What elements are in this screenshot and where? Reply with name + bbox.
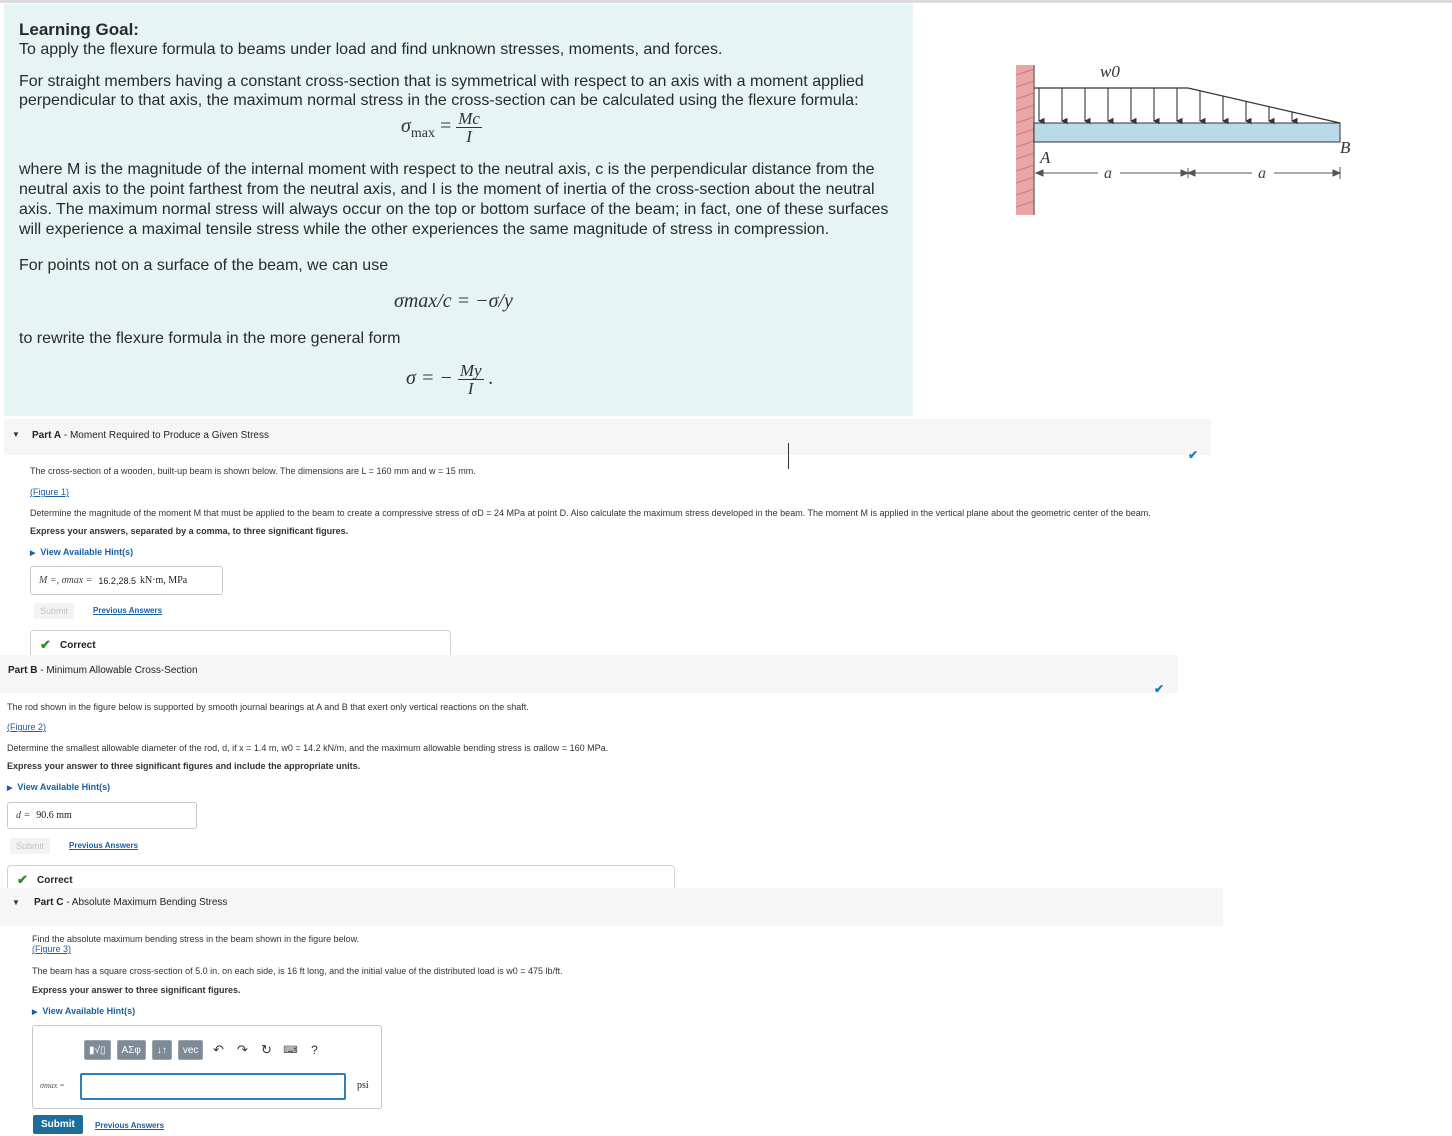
eq3-end: .: [488, 367, 494, 390]
collapse-triangle-icon[interactable]: ▼: [12, 430, 20, 439]
part-b-complete-check-icon: ✔: [1154, 682, 1165, 696]
part-b-previous-answers-link[interactable]: Previous Answers: [69, 841, 139, 850]
stress-ratio-equation: σmax/c = −σ/y: [394, 290, 513, 312]
eq1-fraction: [456, 110, 482, 145]
paragraph-2-line-4: will experience a maximal tensile stress while the other experiences the same magnitude of stress in compression.: [19, 221, 830, 238]
part-c-hint-toggle[interactable]: ▶ View Available Hint(s): [32, 1006, 135, 1016]
arrows-button[interactable]: ↓↑: [152, 1040, 172, 1060]
part-b-answer-value: 90.6 mm: [36, 810, 72, 821]
load-arrows: [1039, 88, 1292, 121]
part-c-units: psi: [357, 1080, 369, 1091]
reset-icon[interactable]: ↻: [260, 1042, 272, 1057]
part-c-answer-label: σmax =: [40, 1081, 65, 1090]
part-a-instruction: Express your answers, separated by a comma, to three significant figures.: [30, 526, 349, 536]
part-a-previous-answers-link[interactable]: Previous Answers: [93, 606, 163, 615]
paragraph-2-line-1: where M is the magnitude of the internal moment with respect to the neutral axis, c is the perpendicular distance from the: [19, 161, 875, 178]
part-a-answer-label: M =, σmax =: [39, 575, 93, 586]
undo-icon[interactable]: ↶: [212, 1042, 224, 1057]
part-a-answer-box[interactable]: [30, 566, 223, 595]
part-c-previous-answers-link[interactable]: Previous Answers: [95, 1121, 165, 1130]
figure-3-link[interactable]: (Figure 3): [32, 944, 72, 954]
correct-check-icon: ✔: [17, 872, 28, 887]
learning-goal-panel: [4, 4, 913, 416]
load-label: w0: [1100, 62, 1120, 81]
part-b-title[interactable]: Part B - Minimum Allowable Cross-Section: [8, 665, 198, 676]
part-b-hint-toggle[interactable]: ▶ View Available Hint(s): [7, 782, 110, 792]
paragraph-1-line-1: For straight members having a constant cross-section that is symmetrical with respect to an axis with a moment applied: [19, 73, 864, 90]
beam-figure: [1010, 55, 1370, 220]
dimension-right-label: a: [1258, 165, 1266, 182]
general-flexure-formula: [406, 362, 494, 397]
greek-symbols-button[interactable]: ΑΣφ: [117, 1040, 146, 1060]
part-c-title[interactable]: Part C - Absolute Maximum Bending Stress: [34, 897, 228, 908]
part-b-statement: The rod shown in the figure below is supported by smooth journal bearings at A and B that exert only vertical reactions on the shaft.: [7, 702, 529, 712]
part-c-answer-input[interactable]: [80, 1073, 346, 1100]
redo-icon[interactable]: ↷: [236, 1042, 248, 1057]
part-a-title[interactable]: Part A - Moment Required to Produce a Given Stress: [32, 430, 269, 441]
eq1-denominator: I: [466, 127, 472, 146]
vector-button[interactable]: vec: [178, 1040, 204, 1060]
part-c-submit-button[interactable]: Submit: [33, 1115, 83, 1134]
part-a-feedback-text: Correct: [60, 640, 96, 651]
part-c-answer-panel: [32, 1025, 382, 1109]
dimension-left-label: a: [1104, 165, 1112, 182]
part-a-answer-units: kN·m, MPa: [139, 575, 188, 586]
part-a-statement: The cross-section of a wooden, built-up beam is shown below. The dimensions are L = 160 mm and w = 15 mm.: [30, 466, 476, 476]
math-toolbar: [84, 1040, 323, 1060]
flexure-formula: $\sigma_{max}$ = $\frac{Mc}{I}$: [401, 109, 480, 146]
distributed-load-outline: [1034, 88, 1340, 123]
part-a-question: Determine the magnitude of the moment M that must be applied to the beam to create a compressive stress of σD = 24 MPa at point D. Also calculate the maximum stress developed in the beam. The moment M is applied in the vertical plane about the geometric center of the beam.: [30, 508, 1151, 518]
help-button[interactable]: ?: [311, 1043, 318, 1057]
eq3-fraction: [458, 362, 484, 397]
eq3-lhs: σ = −: [406, 367, 453, 390]
eq1-lhs: σ: [401, 115, 411, 138]
learning-goal-intro: To apply the flexure formula to beams under load and find unknown stresses, moments, and forces.: [19, 41, 723, 58]
figure-1-link[interactable]: (Figure 1): [30, 487, 70, 497]
part-c-statement: Find the absolute maximum bending stress in the beam shown in the figure below.: [32, 934, 360, 944]
part-a-complete-check-icon: ✔: [1188, 448, 1199, 462]
beam-body: [1034, 123, 1340, 142]
part-b-answer-box[interactable]: [7, 802, 197, 829]
collapse-triangle-icon[interactable]: ▼: [12, 898, 20, 907]
paragraph-2-line-3: axis. The maximum normal stress will always occur on the top or bottom surface of the beam; in fact, one of these surfaces: [19, 201, 889, 218]
paragraph-4: to rewrite the flexure formula in the more general form: [19, 330, 401, 347]
eq3-denominator: I: [467, 379, 474, 398]
eq3-numerator: My: [459, 361, 482, 380]
part-b-feedback: [7, 865, 675, 889]
paragraph-1-line-2: perpendicular to that axis, the maximum normal stress in the cross-section can be calculated using the flexure formula:: [19, 92, 859, 109]
part-c-instruction: Express your answer to three significant figures.: [32, 985, 241, 995]
top-divider: [0, 0, 1452, 3]
eq1-numerator: Mc: [458, 109, 480, 128]
part-a-submit-button[interactable]: Submit: [34, 603, 74, 619]
part-b-answer-label: d =: [16, 810, 31, 821]
dimension-line: [1036, 167, 1340, 179]
eq1-sub: max: [410, 126, 435, 142]
paragraph-2-line-2: neutral axis to the point farthest from the neutral axis, and I is the moment of inertia of the cross-section about the neutral: [19, 181, 875, 198]
text-cursor: [788, 443, 789, 469]
part-b-feedback-text: Correct: [37, 875, 73, 886]
correct-check-icon: ✔: [40, 637, 51, 652]
paragraph-3: For points not on a surface of the beam, we can use: [19, 257, 389, 274]
point-a-label: A: [1040, 148, 1051, 167]
part-a-answer-value: 16.2,28.5: [98, 575, 136, 586]
part-b-question: Determine the smallest allowable diameter of the rod, d, if x = 1.4 m, w0 = 14.2 kN/m, and the maximum allowable bending stress is σallow = 160 MPa.: [7, 743, 609, 753]
templates-button[interactable]: ▮√▯: [84, 1040, 111, 1060]
figure-2-link[interactable]: (Figure 2): [7, 722, 47, 732]
learning-goal-heading: Learning Goal:: [19, 20, 139, 39]
part-b-instruction: Express your answer to three significant figures and include the appropriate units.: [7, 761, 361, 771]
part-b-submit-button[interactable]: Submit: [10, 838, 50, 854]
keyboard-icon[interactable]: ⌨: [283, 1044, 298, 1056]
part-c-question: The beam has a square cross-section of 5.0 in. on each side, is 16 ft long, and the initial value of the distributed load is w0 = 475 lb/ft.: [32, 966, 563, 976]
point-b-label: B: [1340, 138, 1351, 157]
part-a-hint-toggle[interactable]: ▶ View Available Hint(s): [30, 547, 133, 557]
part-a-feedback: [30, 630, 451, 655]
